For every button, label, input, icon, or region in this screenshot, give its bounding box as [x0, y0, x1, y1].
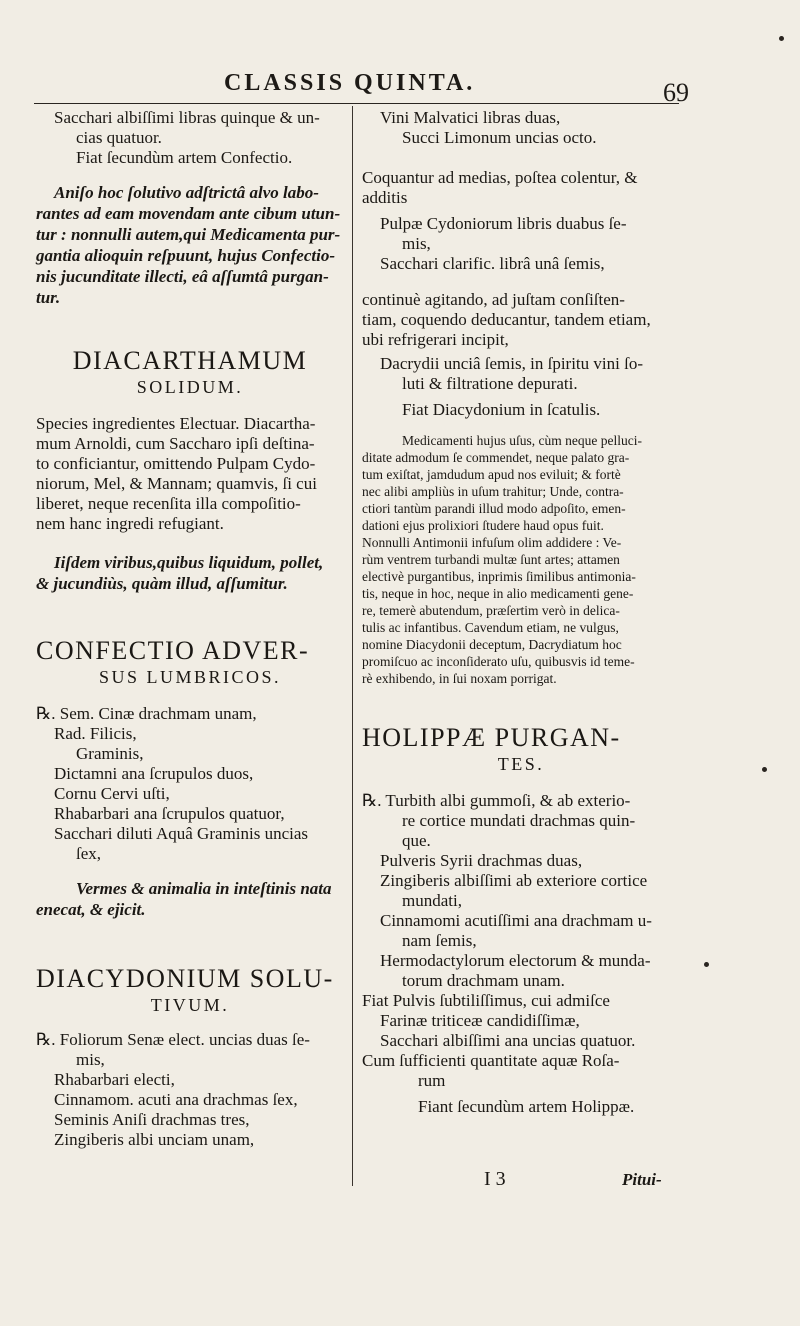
ink-speck — [762, 767, 767, 772]
commentary-small-print: Medicamenti hujus uſus, cùm neque pelluci- ditate admodum ſe commendet, neque palato gra- tum exiſtat, jamdudum apud nos eviluit; & fortè nec alibi ampliùs in uſum trahitur; Unde, contra- ctiori tantùm parandi illud modo adpoſito, emen- dationi ejus prolixiori ſtudere haud opus fuit. Nonnulli Antimonii infuſum olim addidere : Ve- rùm ventrem turbandi multæ ſunt artes; attamen electivè purgantibus, inprimis ſimilibus antimonia- tis, neque in hoc, neque in alio medicamenti gene- re, temerè abutendum, præſertim verò in delica- tulis ac infantibus. Cavendum etiam, ne vulgus, nomine Diacydonii deceptum, Dacrydiatum hoc promiſcuo ac inconſiderato uſu, quibusvis id teme- rè exhibendo, in ſui noxam porrigat. — [362, 433, 642, 686]
section-heading: CONFECTIO ADVER- — [36, 636, 310, 665]
text-line: Pulpæ Cydoniorum libris duabus ſe- — [380, 214, 627, 233]
text-line: cias quatuor. — [76, 128, 162, 147]
text-line: continuè agitando, ad juſtam conſiſten- — [362, 290, 625, 309]
recipe-holippae-instructions: Fiat Pulvis ſubtiliſſimus, cui admiſce Farinæ triticeæ candidiſſimæ, Sacchari albiſſimi ana uncias quatuor. Cum ſufficienti quantitate aquæ Roſa- rum Fiant ſecundùm artem Holippæ. — [362, 991, 636, 1116]
section-subheading: TIVUM. — [150, 995, 230, 1015]
signature-mark: I 3 — [484, 1168, 506, 1190]
section-heading: DIACARTHAMUM — [72, 346, 308, 375]
section-subheading: SOLIDUM. — [136, 377, 244, 397]
text-line: additis — [362, 188, 408, 207]
catchword: Pitui- — [622, 1170, 662, 1189]
recipe-continuation: Vini Malvatici libras duas, Succi Limonum uncias octo. — [380, 108, 597, 147]
left-column — [36, 108, 344, 1150]
recipe-diacydonium: ℞. Foliorum Senæ elect. uncias duas ſe- mis, Rhabarbari electi, Cinnamom. acuti ana drachmas ſex, Seminis Aniſi drachmas tres, Zingiberis albi unciam unam, — [36, 1030, 310, 1149]
ink-speck — [779, 36, 784, 41]
note-viribus: Iiſdem viribus,quibus liquidum, pollet, & jucundiùs, quàm illud, aſſumitur. — [36, 553, 324, 593]
page-footer — [0, 1168, 800, 1198]
paragraph-diacarthamum: Species ingredientes Electuar. Diacartha- mum Arnoldi, cum Saccharo ipſi deſtina- to conficiantur, omittendo Pulpam Cydo- niorum, Mel, & Mannam; quamvis, ſi cui liberet, neque recenſita illa compoſitio- nem hanc ingredi refugiant. — [36, 414, 317, 533]
text-line: Dacrydii unciâ ſemis, in ſpiritu vini ſo- — [380, 354, 643, 373]
note-anise: Aniſo hoc ſolutivo adſtrictâ alvo labo- rantes ad eam movendam ante cibum utun- tur : nonnulli autem,qui Medicamenta pur- gantia alioquin reſpuunt, hujus Confectio- nis jucunditate illecti, eâ aſſumtâ purgan- tur. — [36, 183, 341, 307]
header-rule — [34, 103, 679, 104]
text-line: Sacchari albiſſimi libras quinque & un- — [54, 108, 320, 127]
note-vermes: Vermes & animalia in inteſtinis nata enecat, & ejicit. — [36, 879, 332, 919]
recipe-holippae: ℞. Turbith albi gummoſi, & ab exterio- re cortice mundati drachmas quin- que. Pulveris Syrii drachmas duas, Zingiberis albiſſimi ab exteriore cortice mundati, Cinnamomi acutiſſimi ana drachmam u- nam ſemis, Hermodactylorum electorum & munda- torum drachmam unam. — [362, 791, 652, 990]
section-heading: DIACYDONIUM SOLU- — [36, 964, 334, 993]
text-line: ubi refrigerari incipit, — [362, 330, 509, 349]
running-title: CLASSIS QUINTA. — [224, 70, 476, 96]
section-subheading: SUS LUMBRICOS. — [98, 667, 282, 687]
recipe-lumbricos: ℞. Sem. Cinæ drachmam unam, Rad. Filicis, Graminis, Dictamni ana ſcrupulos duos, Cornu Cervi uſti, Rhabarbari ana ſcrupulos quatuor, Sacchari diluti Aquâ Graminis uncias ſex, — [36, 704, 308, 863]
section-heading: HOLIPPÆ PURGAN- — [362, 723, 621, 752]
right-column — [362, 108, 680, 1117]
column-rule — [352, 106, 353, 1186]
text-line: tiam, coquendo deducantur, tandem etiam, — [362, 310, 651, 329]
text-line: Sacchari clarific. librâ unâ ſemis, — [380, 254, 605, 273]
section-subheading: TES. — [497, 754, 545, 774]
text-line: luti & filtratione depurati. — [402, 374, 578, 393]
text-line: Fiat ſecundùm artem Confectio. — [76, 148, 293, 167]
text-line: Fiat Diacydonium in ſcatulis. — [402, 400, 601, 419]
page-number: 69 — [663, 78, 689, 107]
ink-speck — [704, 962, 709, 967]
running-head — [0, 68, 800, 107]
text-line: mis, — [402, 234, 431, 253]
text-line: Coquantur ad medias, poſtea colentur, & — [362, 168, 638, 187]
